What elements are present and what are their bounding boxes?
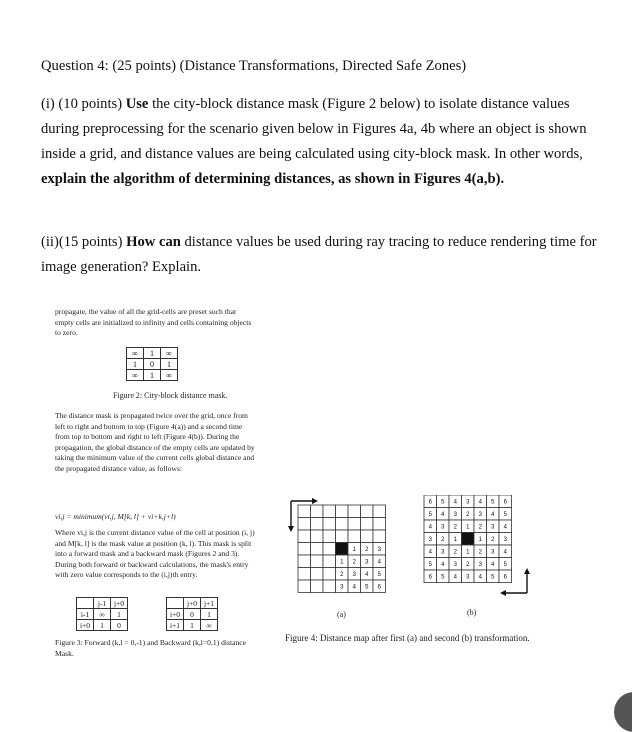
grid-a-value: 4 <box>365 571 369 578</box>
mask-cell: ∞ <box>161 370 178 381</box>
grid-a-cell <box>373 518 386 531</box>
mask-cell <box>167 598 184 609</box>
figure-2-caption: Figure 2: City-block distance mask. <box>113 391 228 400</box>
question-part-2: (ii)(15 points) How can distance values be used during ray tracing to reduce rendering time for image generation? Explain. <box>41 234 597 275</box>
grid-b-value: 4 <box>453 574 457 581</box>
mask-row <box>167 609 218 620</box>
grid-a-cell <box>298 543 311 556</box>
grid-b-cell <box>462 533 475 546</box>
grid-b-value: 5 <box>428 561 432 568</box>
mask-cell: ∞ <box>94 609 111 620</box>
grid-a-cell <box>373 505 386 518</box>
city-block-mask <box>126 347 178 381</box>
mask-row <box>77 598 128 609</box>
mask-cell <box>77 598 94 609</box>
mask-cell: ∞ <box>127 348 144 359</box>
mask-row <box>127 370 178 381</box>
grid-b-value: 3 <box>466 499 470 506</box>
grid-b-value: 2 <box>478 549 482 556</box>
grid-a-cell <box>348 505 361 518</box>
grid-b-value: 5 <box>441 499 445 506</box>
mask-row <box>167 620 218 631</box>
grid-a-value: 1 <box>352 546 356 553</box>
mask-cell: j+1 <box>201 598 218 609</box>
grid-b-value: 4 <box>453 499 457 506</box>
figure-4-grids <box>285 495 535 615</box>
grid-b-value: 3 <box>478 511 482 518</box>
grid-b-value: 4 <box>478 574 482 581</box>
grid-b-value: 4 <box>503 549 507 556</box>
grid-b-value: 3 <box>428 536 432 543</box>
grid-b-value: 6 <box>503 574 507 581</box>
mask-row <box>167 598 218 609</box>
grid-b-value: 2 <box>466 511 470 518</box>
mask-cell: 1 <box>161 359 178 370</box>
grid-a-cell <box>311 518 324 531</box>
mask-cell: j+0 <box>184 598 201 609</box>
grid-a-cell <box>336 505 349 518</box>
grid-a-cell <box>298 580 311 593</box>
grid-a-cell <box>361 530 374 543</box>
grid-b-value: 6 <box>428 574 432 581</box>
mask-cell: ∞ <box>161 348 178 359</box>
grid-a-cell <box>336 518 349 531</box>
grid-b-value: 3 <box>491 549 495 556</box>
grid-b-value: 4 <box>428 524 432 531</box>
mask-row <box>127 348 178 359</box>
figure-4a-label: (a) <box>337 610 346 619</box>
grid-b-value: 4 <box>441 511 445 518</box>
grid-a-value: 3 <box>377 546 381 553</box>
mask-cell: 1 <box>201 609 218 620</box>
mask-cell: 0 <box>144 359 161 370</box>
grid-a-value: 4 <box>352 584 356 591</box>
grid-b-value: 2 <box>478 524 482 531</box>
excerpt-para-2: The distance mask is propagated twice over the grid, once from left to right and bottom to top (Figure 4(a)) and a second time from top to bottom and right to left (Figure 4(b)). During the propagation, the global distance of the empty cells are updated by taking the minimum value of the current cells global distance and the propagated distance value, as follows: <box>55 411 255 473</box>
grid-a-cell <box>298 568 311 581</box>
question-title: Question 4: (25 points) (Distance Transformations, Directed Safe Zones) <box>41 58 467 74</box>
mask-cell: i+0 <box>77 620 94 631</box>
grid-b-value: 3 <box>503 536 507 543</box>
grid-b-value: 3 <box>441 524 445 531</box>
grid-b-value: 1 <box>478 536 482 543</box>
grid-b-value: 1 <box>466 549 470 556</box>
grid-b-value: 3 <box>453 561 457 568</box>
grid-b-value: 3 <box>466 574 470 581</box>
grid-a-cell <box>323 505 336 518</box>
grid-a-value: 5 <box>377 571 381 578</box>
grid-a-cell <box>348 530 361 543</box>
question-part-1: (i) (10 points) Use the city-block distance mask (Figure 2 below) to isolate distance values during preprocessing for the scenario given below in Figures 4a, 4b where an object is shown inside a grid, and distance values are being calculated using city-block mask. In other words, explain the algorithm of determining distances, as shown in Figures 4(a,b). <box>41 96 587 187</box>
grid-b-value: 5 <box>441 574 445 581</box>
grid-b-value: 4 <box>428 549 432 556</box>
grid-b-value: 5 <box>503 511 507 518</box>
grid-a-cell <box>336 530 349 543</box>
grid-b-value: 5 <box>503 561 507 568</box>
grid-a-value: 3 <box>352 571 356 578</box>
grid-a-cell <box>323 530 336 543</box>
grid-b-value: 1 <box>466 524 470 531</box>
grid-b-value: 5 <box>491 574 495 581</box>
grid-a-cell <box>311 505 324 518</box>
grid-a-cell <box>373 530 386 543</box>
mask-cell: 1 <box>94 620 111 631</box>
grid-a-cell <box>336 543 349 556</box>
mask-cell: 1 <box>144 370 161 381</box>
grid-a-cell <box>298 518 311 531</box>
grid-a-value: 2 <box>352 559 356 566</box>
grid-a-cell <box>311 530 324 543</box>
mask-cell: 1 <box>127 359 144 370</box>
grid-a-cell <box>361 518 374 531</box>
grid-b-value: 3 <box>453 511 457 518</box>
arrow-a-vertical-head <box>288 526 294 532</box>
mask-cell: i+0 <box>167 609 184 620</box>
mask-cell: 0 <box>111 620 128 631</box>
forward-mask <box>76 597 128 631</box>
mask-cell: ∞ <box>201 620 218 631</box>
mask-cell: i+1 <box>167 620 184 631</box>
grid-b-value: 6 <box>428 499 432 506</box>
mask-cell: 0 <box>184 609 201 620</box>
excerpt-para-3: Where vi,j is the current distance value of the cell at position (i, j) and M[k, l] is the mask value at position (k, l). This mask is split into a forward mask and a backward mask (Figures 2 and 3). During both forward or backward calculations, the mask's entry with zero value corresponds to the (i,j)th entry. <box>55 528 255 580</box>
corner-decoration <box>614 692 632 732</box>
mask-cell: 1 <box>144 348 161 359</box>
grid-b-value: 3 <box>478 561 482 568</box>
grid-b-value: 2 <box>466 561 470 568</box>
grid-a-cell <box>323 555 336 568</box>
mask-cell: j-1 <box>94 598 111 609</box>
mask-cell: j+0 <box>111 598 128 609</box>
grid-a-cell <box>298 555 311 568</box>
figure-4b-label: (b) <box>467 608 477 617</box>
grid-a-cell <box>311 543 324 556</box>
grid-a-cell <box>298 505 311 518</box>
grid-b-value: 5 <box>428 511 432 518</box>
arrow-b-vertical-head <box>524 568 530 574</box>
grid-a-value: 5 <box>365 584 369 591</box>
grid-a-cell <box>298 530 311 543</box>
grid-b-value: 6 <box>503 499 507 506</box>
grid-a-cell <box>323 543 336 556</box>
figure-4-caption: Figure 4: Distance map after first (a) and second (b) transformation. <box>285 633 530 643</box>
grid-b-value: 4 <box>503 524 507 531</box>
grid-b-value: 2 <box>453 549 457 556</box>
grid-b-value: 2 <box>441 536 445 543</box>
grid-b-value: 3 <box>491 524 495 531</box>
figure-3-caption: Figure 3: Forward (k,l = 0,-1) and Backward (k,l=0,1) distance Mask. <box>55 638 246 658</box>
grid-a-cell <box>348 518 361 531</box>
grid-a-value: 2 <box>340 571 344 578</box>
grid-a-value: 6 <box>377 584 381 591</box>
grid-a-cell <box>323 568 336 581</box>
grid-a-cell <box>323 518 336 531</box>
grid-b-value: 2 <box>453 524 457 531</box>
grid-b-value: 2 <box>491 536 495 543</box>
excerpt-para-1: propagate, the value of all the grid-cells are preset such that empty cells are initialized to infinity and cells containing objects to zero. <box>55 307 252 338</box>
grid-b-value: 4 <box>478 499 482 506</box>
grid-a-value: 3 <box>340 584 344 591</box>
arrow-a-horizontal-head <box>312 498 318 504</box>
grid-a-cell <box>311 580 324 593</box>
mask-row <box>77 609 128 620</box>
arrow-b-horizontal-head <box>500 590 506 596</box>
grid-a-cell <box>361 505 374 518</box>
grid-a-value: 3 <box>365 559 369 566</box>
grid-a-cell <box>311 568 324 581</box>
grid-b-value: 3 <box>441 549 445 556</box>
grid-a-cell <box>311 555 324 568</box>
mask-cell: ∞ <box>127 370 144 381</box>
grid-a-cell <box>323 580 336 593</box>
mask-row <box>127 359 178 370</box>
grid-b-value: 4 <box>441 561 445 568</box>
mask-cell: i-1 <box>77 609 94 620</box>
grid-a-value: 4 <box>377 559 381 566</box>
grid-a-value: 2 <box>365 546 369 553</box>
propagation-formula: vi,j = minimum(vi,j, M[k, l] + vi+k,j+l) <box>55 512 176 521</box>
mask-cell: 1 <box>111 609 128 620</box>
grid-a-value: 1 <box>340 559 344 566</box>
grid-b-value: 4 <box>491 561 495 568</box>
backward-mask <box>166 597 218 631</box>
grid-b-value: 1 <box>453 536 457 543</box>
mask-cell: 1 <box>184 620 201 631</box>
grid-b-value: 5 <box>491 499 495 506</box>
grid-b-value: 4 <box>491 511 495 518</box>
mask-row <box>77 620 128 631</box>
